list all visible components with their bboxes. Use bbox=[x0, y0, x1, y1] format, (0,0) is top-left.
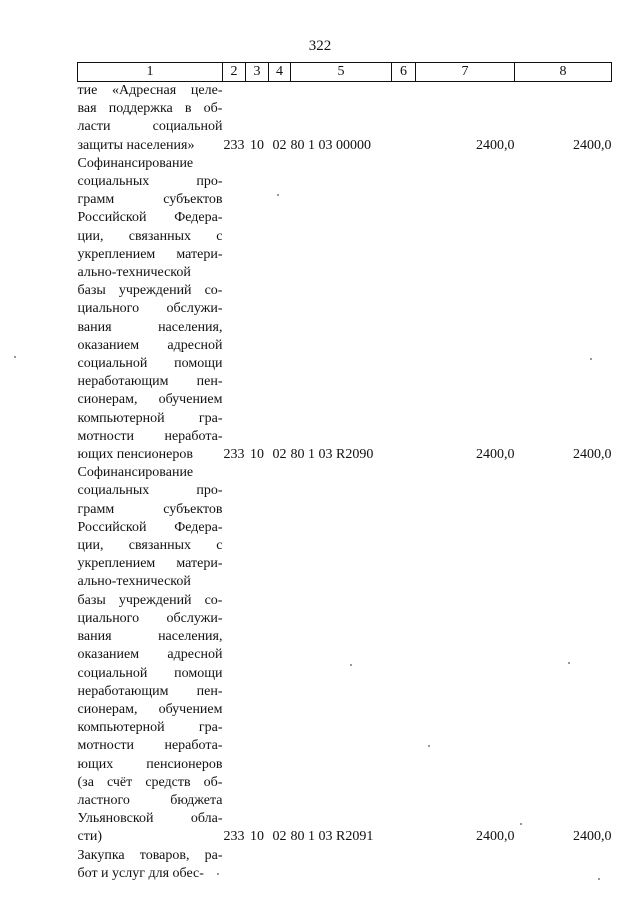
scan-speck bbox=[217, 873, 219, 875]
row-name-line bbox=[78, 410, 223, 428]
row-name-word: неработа- bbox=[164, 738, 223, 754]
table-row bbox=[78, 847, 612, 883]
chapter-code-cell: 233 bbox=[223, 447, 245, 463]
row-name-word: поддержка bbox=[108, 101, 173, 117]
row-name-line bbox=[78, 537, 223, 555]
row-name-word: с bbox=[216, 538, 223, 554]
row-name-word: компьютерной bbox=[77, 720, 165, 736]
row-name-line bbox=[78, 246, 223, 264]
row-name-word: оказанием bbox=[77, 337, 140, 353]
row-name-word: укреплением bbox=[77, 556, 156, 572]
row-name-line bbox=[78, 82, 223, 100]
row-name-word: гра- bbox=[198, 720, 223, 736]
target-article-cell bbox=[291, 847, 392, 883]
row-name-word: социальной bbox=[152, 119, 223, 135]
row-name-word: про- bbox=[196, 174, 223, 190]
row-name-cell bbox=[78, 847, 223, 883]
scan-speck bbox=[520, 823, 522, 825]
row-name-word: мотности bbox=[77, 428, 134, 444]
row-name-word: грамм bbox=[77, 192, 115, 208]
row-name-word: сионерам, bbox=[77, 392, 138, 408]
section-code-cell: 10 bbox=[250, 137, 264, 153]
row-name-word: оказанием bbox=[77, 647, 140, 663]
amount-cell-col8 bbox=[515, 847, 612, 883]
row-name-line bbox=[78, 118, 223, 136]
row-name-word: в bbox=[184, 101, 192, 117]
row-name-word: субъектов bbox=[163, 192, 223, 208]
section-code-cell bbox=[246, 847, 269, 883]
row-name-word: обучением bbox=[158, 392, 223, 408]
scan-speck bbox=[14, 356, 16, 358]
row-name-line bbox=[78, 519, 223, 537]
scan-speck bbox=[568, 662, 570, 664]
scan-speck bbox=[428, 745, 430, 747]
row-name-cell bbox=[78, 464, 223, 846]
row-name-line bbox=[78, 555, 223, 573]
row-name-word: мотности bbox=[77, 738, 134, 754]
row-name-word: счёт bbox=[106, 774, 133, 790]
row-name-line: защиты населения» bbox=[77, 137, 195, 153]
amount-cell-col7: 2400,0 bbox=[476, 829, 515, 845]
row-name-word: помощи bbox=[174, 665, 223, 681]
row-name-word: населения, bbox=[158, 629, 223, 645]
row-name-word: пенсионеров bbox=[146, 756, 223, 772]
row-name-word: матери- bbox=[176, 246, 223, 262]
row-name-line bbox=[78, 737, 223, 755]
row-name-word: субъектов bbox=[163, 501, 223, 517]
row-name-word: обслужи- bbox=[166, 301, 223, 317]
target-article-cell: 80 1 03 00000 bbox=[290, 137, 371, 153]
row-name-word: об- bbox=[203, 101, 223, 117]
row-name-word: Федера- bbox=[174, 519, 223, 535]
row-name-line bbox=[78, 355, 223, 373]
row-name-word: бюджета bbox=[170, 792, 223, 808]
target-article-cell: 80 1 03 R2091 bbox=[290, 829, 374, 845]
row-name-line bbox=[78, 191, 223, 209]
row-name-word: Закупка bbox=[77, 847, 125, 863]
row-name-line: бот и услуг для обес- bbox=[77, 865, 204, 881]
row-name-word: социальных bbox=[77, 483, 150, 499]
row-name-word: помощи bbox=[174, 356, 223, 372]
column-header: 4 bbox=[269, 63, 291, 82]
row-name-word: с bbox=[216, 228, 223, 244]
row-name-word: целе- bbox=[190, 83, 223, 98]
row-name-word: (за bbox=[77, 774, 94, 790]
row-name-line: Софинансирование bbox=[77, 155, 194, 171]
subsection-code-cell: 02 bbox=[272, 137, 287, 153]
row-name-word: базы bbox=[77, 283, 106, 299]
row-name-line bbox=[78, 683, 223, 701]
row-name-word: обслужи- bbox=[166, 610, 223, 626]
row-name-word: средств bbox=[145, 774, 191, 790]
row-name-word: ра- bbox=[204, 847, 223, 863]
row-name-word: неработа- bbox=[164, 428, 223, 444]
row-name-word: «Адресная bbox=[112, 83, 177, 98]
table-header-row bbox=[78, 63, 612, 82]
row-name-word: социальной bbox=[77, 665, 148, 681]
amount-cell-col8: 2400,0 bbox=[573, 829, 612, 845]
row-name-line bbox=[78, 628, 223, 646]
column-header: 7 bbox=[416, 63, 515, 82]
scan-speck bbox=[590, 358, 592, 360]
scan-speck bbox=[350, 664, 352, 666]
row-name-word: товаров, bbox=[139, 847, 190, 863]
row-name-word: адресной bbox=[167, 647, 223, 663]
row-name-line: сти) bbox=[77, 829, 102, 845]
row-name-line bbox=[78, 792, 223, 810]
row-name-line bbox=[78, 756, 223, 774]
column-header: 8 bbox=[515, 63, 612, 82]
row-name-word: учреждений bbox=[118, 283, 192, 299]
row-name-line bbox=[78, 482, 223, 500]
row-name-word: грамм bbox=[77, 501, 115, 517]
row-name-word: адресной bbox=[167, 337, 223, 353]
row-name-word: об- bbox=[203, 774, 223, 790]
row-name-line bbox=[78, 300, 223, 318]
row-name-line: Софинансирование bbox=[77, 465, 194, 481]
row-name-line: ющих пенсионеров bbox=[77, 447, 193, 463]
row-name-line bbox=[78, 391, 223, 409]
subsection-code-cell: 02 bbox=[272, 829, 287, 845]
page-number: 322 bbox=[308, 38, 332, 54]
row-name-word: ласти bbox=[77, 119, 111, 135]
subsection-code-cell: 02 bbox=[272, 447, 287, 463]
row-name-word: Российской bbox=[77, 210, 147, 226]
row-name-word: связанных bbox=[128, 228, 191, 244]
column-header: 1 bbox=[78, 63, 223, 82]
row-name-word: базы bbox=[77, 592, 106, 608]
row-name-word: ции, bbox=[77, 538, 104, 554]
target-article-cell: 80 1 03 R2090 bbox=[290, 447, 374, 463]
chapter-code-cell: 233 bbox=[223, 829, 245, 845]
row-name-word: социальных bbox=[77, 174, 150, 190]
row-name-line bbox=[78, 100, 223, 118]
table-row bbox=[78, 464, 612, 846]
row-name-word: ластного bbox=[77, 792, 130, 808]
row-name-word: обучением bbox=[158, 701, 223, 717]
row-name-word: про- bbox=[196, 483, 223, 499]
scan-speck bbox=[598, 878, 600, 880]
column-header: 2 bbox=[223, 63, 246, 82]
row-name-word: тие bbox=[77, 83, 98, 98]
row-name-line bbox=[78, 501, 223, 519]
row-name-word: со- bbox=[204, 592, 223, 608]
row-name-word: циального bbox=[77, 610, 140, 626]
row-name-line: ально-технической bbox=[77, 265, 191, 281]
row-name-line bbox=[78, 209, 223, 227]
chapter-code-cell: 233 bbox=[223, 137, 245, 153]
row-name-line bbox=[78, 610, 223, 628]
expense-type-cell bbox=[392, 464, 416, 846]
row-name-line bbox=[78, 173, 223, 191]
row-name-word: вания bbox=[77, 319, 112, 335]
row-name-word: пен- bbox=[196, 683, 223, 699]
row-name-word: ющих bbox=[77, 756, 114, 772]
row-name-line bbox=[78, 719, 223, 737]
row-name-line bbox=[78, 337, 223, 355]
table-row bbox=[78, 155, 612, 464]
row-name-line bbox=[78, 810, 223, 828]
expense-type-cell bbox=[392, 155, 416, 464]
row-name-cell bbox=[78, 82, 223, 155]
scan-speck bbox=[277, 194, 279, 196]
section-code-cell: 10 bbox=[250, 829, 264, 845]
row-name-word: сионерам, bbox=[77, 701, 138, 717]
budget-table bbox=[77, 62, 612, 883]
expense-type-cell bbox=[392, 847, 416, 883]
row-name-word: Федера- bbox=[174, 210, 223, 226]
row-name-word: учреждений bbox=[118, 592, 192, 608]
amount-cell-col7: 2400,0 bbox=[476, 447, 515, 463]
row-name-word: социальной bbox=[77, 356, 148, 372]
chapter-code-cell bbox=[223, 847, 246, 883]
subsection-code-cell bbox=[269, 847, 291, 883]
row-name-word: гра- bbox=[198, 410, 223, 426]
row-name-word: неработающим bbox=[77, 374, 169, 390]
row-name-word: вания bbox=[77, 629, 112, 645]
row-name-word: неработающим bbox=[77, 683, 169, 699]
row-name-line bbox=[78, 282, 223, 300]
row-name-line bbox=[78, 847, 223, 865]
row-name-line bbox=[78, 646, 223, 664]
row-name-word: со- bbox=[204, 283, 223, 299]
amount-cell-col8: 2400,0 bbox=[573, 447, 612, 463]
row-name-line: ально-технической bbox=[77, 574, 191, 590]
row-name-word: пен- bbox=[196, 374, 223, 390]
row-name-word: Российской bbox=[77, 519, 147, 535]
section-code-cell: 10 bbox=[250, 447, 264, 463]
row-name-word: связанных bbox=[128, 538, 191, 554]
table-row bbox=[78, 82, 612, 155]
row-name-word: ции, bbox=[77, 228, 104, 244]
row-name-word: обла- bbox=[190, 811, 223, 827]
column-header: 3 bbox=[246, 63, 269, 82]
row-name-word: циального bbox=[77, 301, 140, 317]
row-name-line bbox=[78, 665, 223, 683]
row-name-word: вая bbox=[77, 101, 97, 117]
amount-cell-col8: 2400,0 bbox=[573, 137, 612, 153]
column-header: 6 bbox=[392, 63, 416, 82]
expense-type-cell bbox=[392, 82, 416, 155]
row-name-line bbox=[78, 428, 223, 446]
row-name-line bbox=[78, 319, 223, 337]
row-name-line bbox=[78, 592, 223, 610]
row-name-line bbox=[78, 373, 223, 391]
row-name-cell bbox=[78, 155, 223, 464]
column-header: 5 bbox=[291, 63, 392, 82]
row-name-line bbox=[78, 228, 223, 246]
row-name-word: компьютерной bbox=[77, 410, 165, 426]
row-name-word: матери- bbox=[176, 556, 223, 572]
row-name-word: населения, bbox=[158, 319, 223, 335]
row-name-line bbox=[78, 774, 223, 792]
row-name-line bbox=[78, 701, 223, 719]
amount-cell-col7: 2400,0 bbox=[476, 137, 515, 153]
row-name-word: Ульяновской bbox=[77, 811, 154, 827]
amount-cell-col7 bbox=[416, 847, 515, 883]
row-name-word: укреплением bbox=[77, 246, 156, 262]
